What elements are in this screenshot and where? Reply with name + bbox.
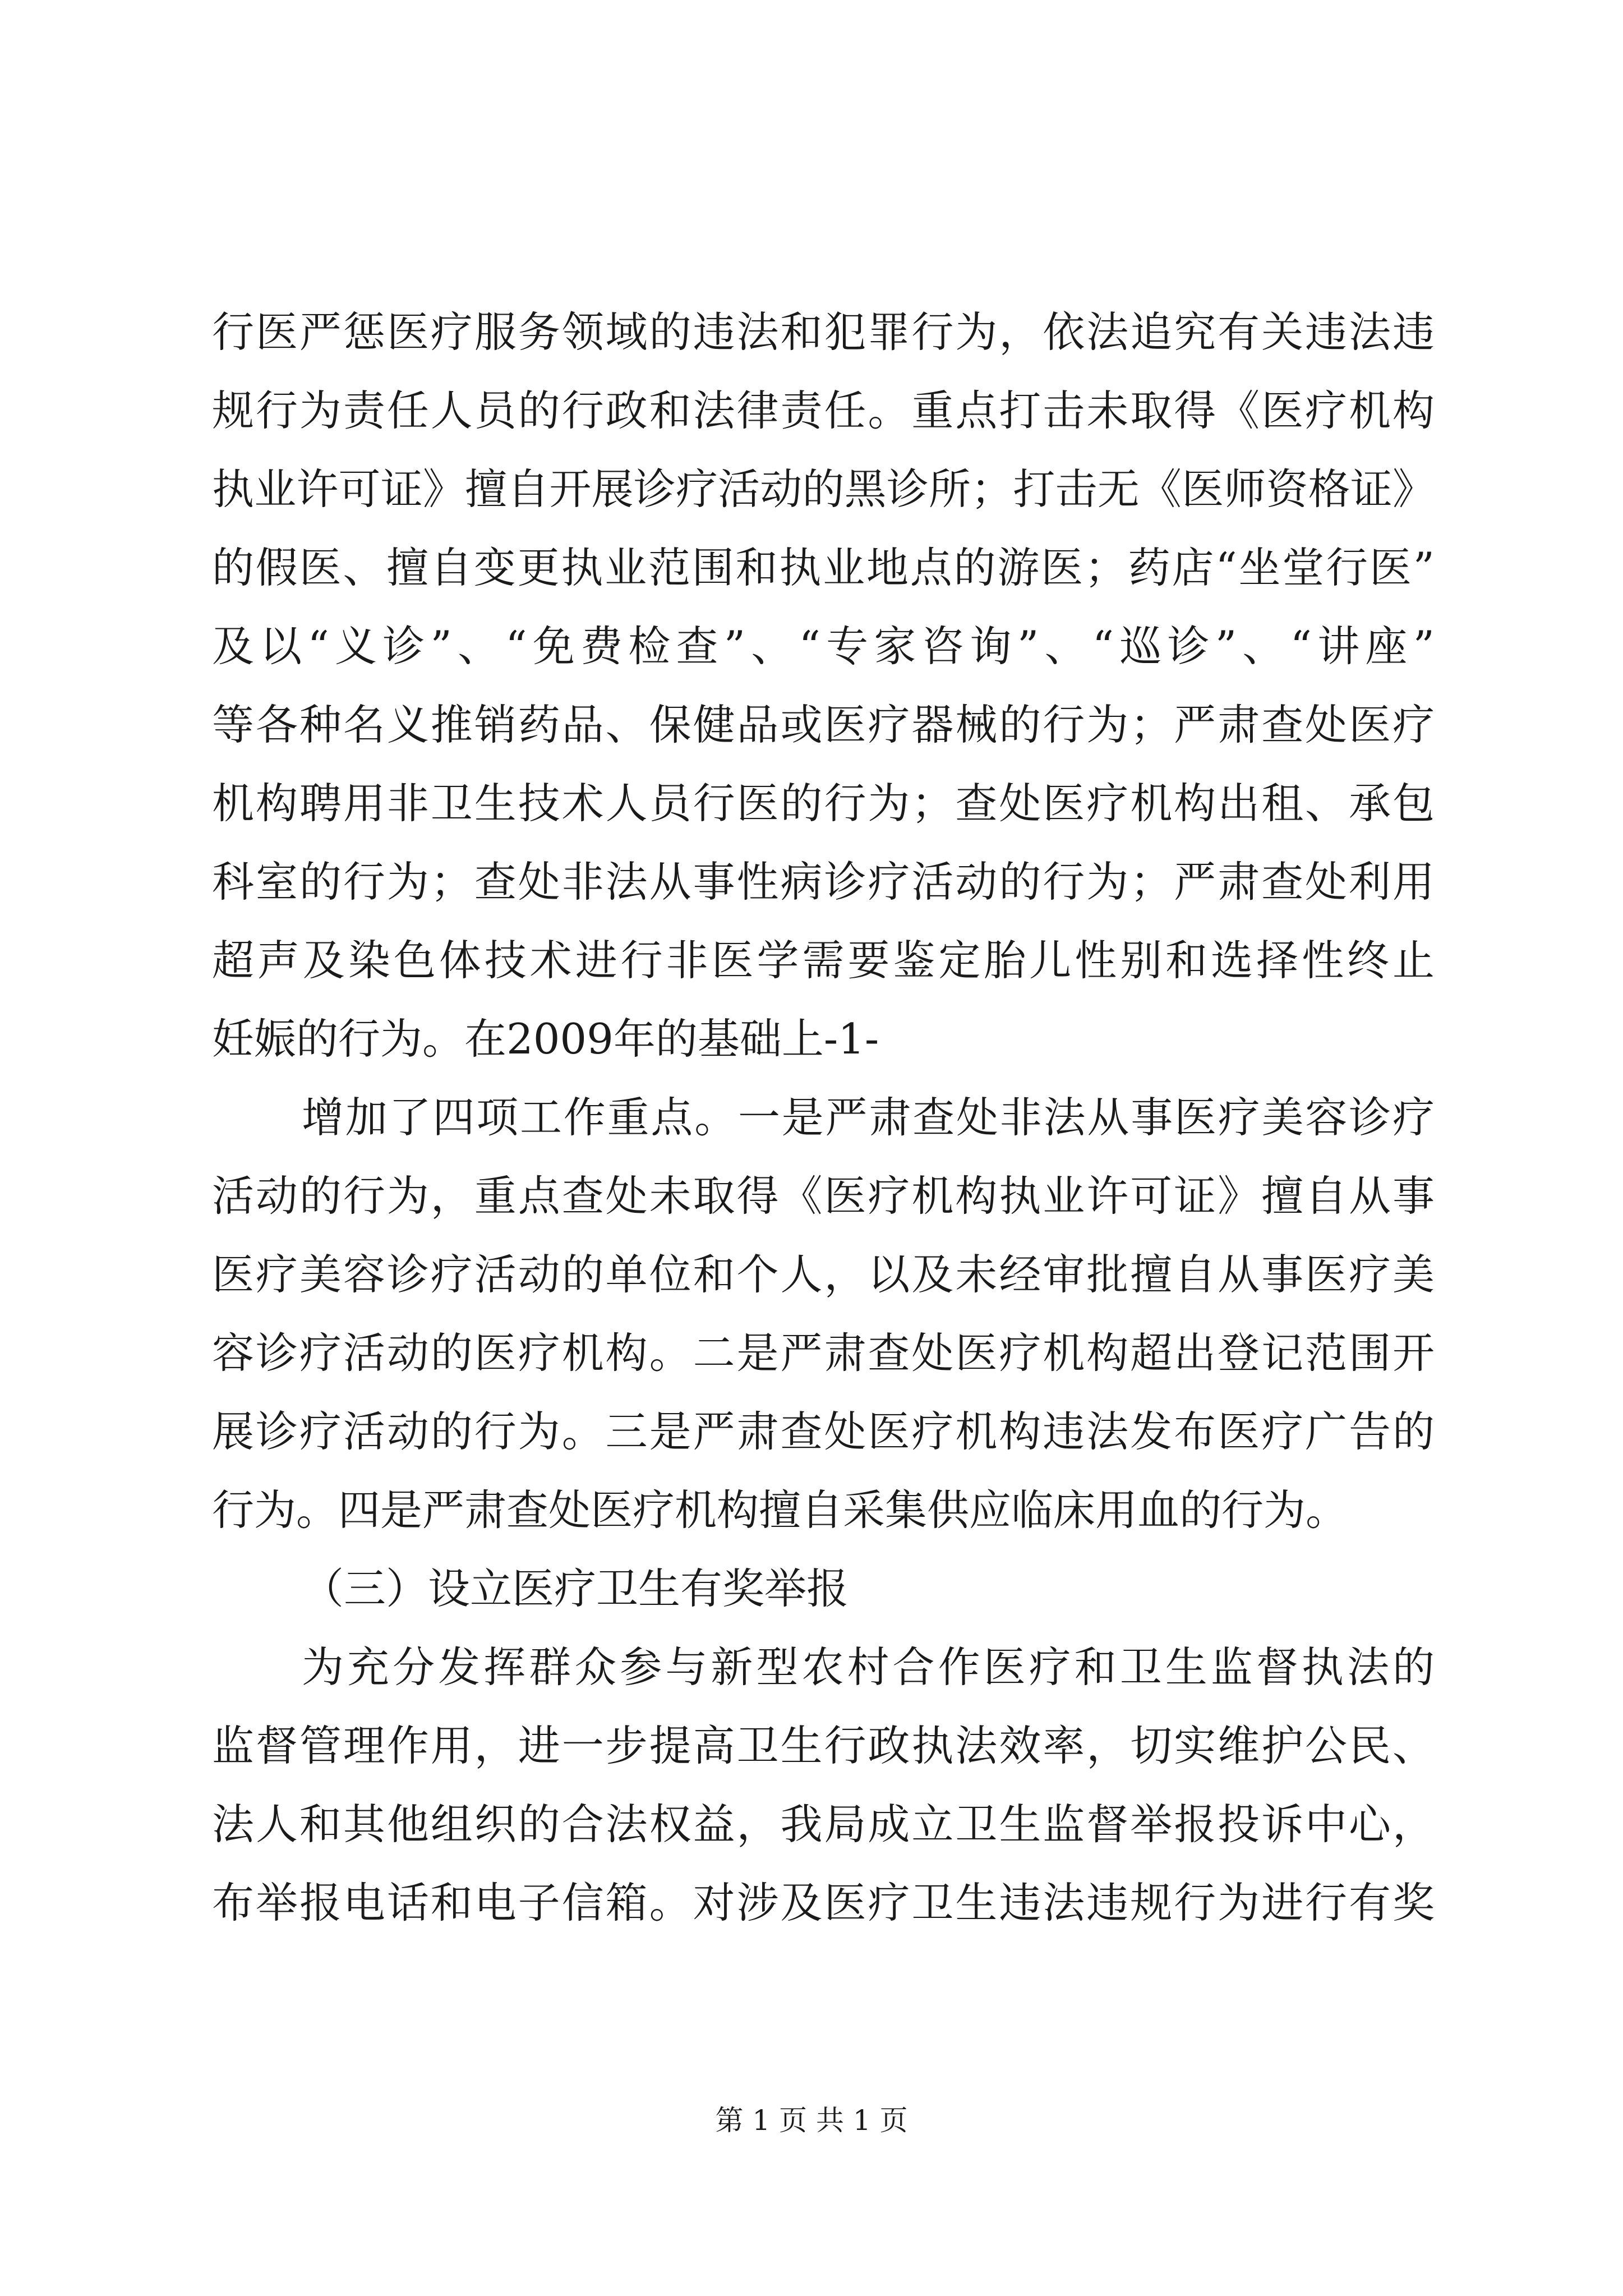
text-line: 监督管理作用，进一步提高卫生行政执法效率，切实维护公民、: [212, 1721, 1435, 1770]
text-line: 规行为责任人员的行政和法律责任。重点打击未取得《医疗机构: [212, 386, 1435, 435]
text-line: 行医严惩医疗服务领域的违法和犯罪行为，依法追究有关违法违: [212, 307, 1435, 357]
text-line: 行为。四是严肃查处医疗机构擅自采集供应临床用血的行为。: [212, 1485, 1348, 1535]
text-line: 执业许可证》擅自开展诊疗活动的黑诊所；打击无《医师资格证》: [212, 464, 1435, 514]
text-line: 超声及染色体技术进行非医学需要鉴定胎儿性别和选择性终止: [212, 936, 1435, 985]
paragraph-first-line: 为充分发挥群众参与新型农村合作医疗和卫生监督执法的: [302, 1642, 1435, 1692]
text-line: 活动的行为，重点查处未取得《医疗机构执业许可证》擅自从事: [212, 1171, 1435, 1221]
text-line: 及以“义诊”、“免费检查”、“专家咨询”、“巡诊”、“讲座”: [212, 622, 1435, 671]
section-heading: （三）设立医疗卫生有奖举报: [302, 1564, 849, 1613]
text-line: 医疗美容诊疗活动的单位和个人，以及未经审批擅自从事医疗美: [212, 1250, 1435, 1299]
text-line: 布举报电话和电子信箱。对涉及医疗卫生违法违规行为进行有奖: [212, 1878, 1435, 1927]
page-number-footer: 第 1 页 共 1 页: [715, 2104, 908, 2137]
paragraph-first-line: 增加了四项工作重点。一是严肃查处非法从事医疗美容诊疗: [302, 1093, 1435, 1142]
text-line: 机构聘用非卫生技术人员行医的行为；查处医疗机构出租、承包: [212, 779, 1435, 828]
text-line: 科室的行为；查处非法从事性病诊疗活动的行为；严肃查处利用: [212, 857, 1435, 907]
text-line: 容诊疗活动的医疗机构。二是严肃查处医疗机构超出登记范围开: [212, 1328, 1435, 1378]
text-line: 法人和其他组织的合法权益，我局成立卫生监督举报投诉中心，: [212, 1800, 1435, 1849]
text-line: 妊娠的行为。在2009年的基础上-1-: [212, 1014, 879, 1064]
text-line: 等各种名义推销药品、保健品或医疗器械的行为；严肃查处医疗: [212, 700, 1435, 749]
text-line: 展诊疗活动的行为。三是严肃查处医疗机构违法发布医疗广告的: [212, 1407, 1435, 1456]
text-line: 的假医、擅自变更执业范围和执业地点的游医；药店“坐堂行医”: [212, 543, 1435, 592]
